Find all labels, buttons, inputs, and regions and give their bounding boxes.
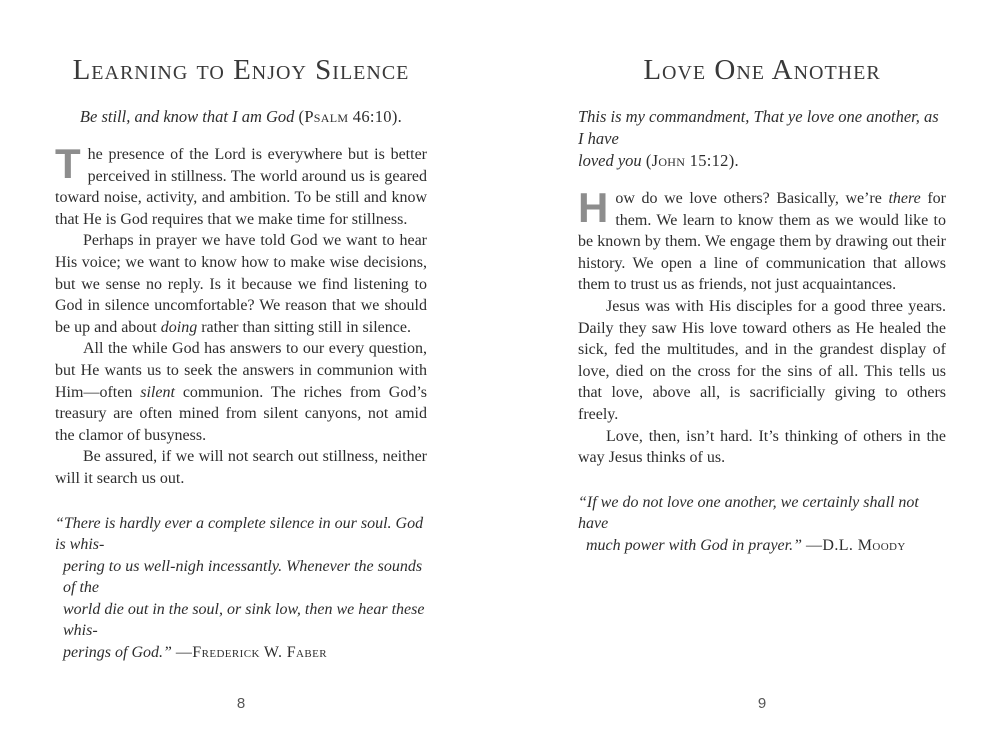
- body-paragraph: Love, then, isn’t hard. It’s thinking of others in the way Jesus thinks of us.: [578, 427, 946, 467]
- emphasized-word: silent: [140, 383, 175, 401]
- quote-line: [578, 535, 946, 557]
- paragraph-text: he presence of the Lord is everywhere but is better perceived in stillness. The world around us is geared toward noise, activity, and ambition. To be still and know that He is God requires that we make time for stillness.: [55, 146, 427, 228]
- scripture-reference: (John 15:12).: [645, 151, 739, 170]
- scripture-reference: (Psalm 46:10).: [298, 107, 403, 126]
- quote-attribution: —D.L. Moody: [806, 536, 906, 554]
- page-title-right: Love One Another: [643, 54, 881, 86]
- right-page: [578, 50, 946, 556]
- closing-quote-left: [55, 513, 427, 664]
- epigraph-line: [578, 150, 946, 172]
- paragraph-text: rather than sitting still in silence.: [197, 318, 411, 336]
- drop-cap: T: [55, 140, 81, 187]
- quote-text: much power with God in prayer.”: [586, 536, 806, 554]
- quote-line: “If we do not love one another, we certainly shall not have: [578, 493, 919, 533]
- epigraph-left: [55, 106, 427, 128]
- quote-text: perings of God.”: [63, 643, 176, 661]
- body-paragraph: [55, 140, 427, 230]
- epigraph-quote: Be still, and know that I am God: [79, 107, 299, 126]
- quote-line: [55, 642, 427, 664]
- body-text-left: [55, 140, 427, 490]
- paragraph-text: All the while God has answers to our every question, but He wants us to seek the answers in communion with Him—often: [55, 340, 427, 401]
- epigraph-line: This is my commandment, That ye love one another, as I have: [578, 107, 939, 148]
- paragraph-text: for them. We learn to know them as we would like to be known by them. We engage them by drawing out their history. We open a line of communication that allows them to trust us as friends, not just acquaintances.: [578, 190, 947, 294]
- page-title-left: Learning to Enjoy Silence: [72, 54, 410, 86]
- quote-line: world die out in the soul, or sink low, then we hear these whis-: [63, 600, 425, 639]
- page-number-left: 8: [236, 695, 246, 712]
- body-text-right: [578, 184, 947, 469]
- paragraph-text: communion. The riches from God’s treasury are often mined from silent canyons, not amid the clamor of busyness.: [55, 383, 427, 444]
- epigraph-quote: loved you: [578, 151, 646, 170]
- body-paragraph: Jesus was with His disciples for a good three years. Daily they saw His love toward others as He healed the sick, fed the multitudes, and in the grandest display of love, died on the cross for the sins of all. This tells us that love, above all, is sacrificially giving to others freely.: [578, 297, 946, 423]
- left-page: [55, 50, 427, 663]
- paragraph-text: Perhaps in prayer we have told God we want to hear His voice; we want to know how to make wise decisions, but we sense no reply. Is it because we find listening to God in silence uncomfortable? We reason that we should be up and about: [55, 232, 427, 336]
- body-paragraph: Be assured, if we will not search out stillness, neither will it search us out.: [55, 448, 427, 487]
- body-paragraph: [578, 184, 947, 296]
- paragraph-text: ow do we love others? Basically, we’re: [615, 190, 889, 207]
- drop-cap: H: [578, 184, 609, 231]
- quote-line: “There is hardly ever a complete silence in our soul. God is whis-: [55, 514, 424, 553]
- quote-line: pering to us well-nigh incessantly. Whenever the sounds of the: [63, 557, 423, 596]
- page-number-right: 9: [757, 695, 767, 712]
- epigraph-right: [578, 106, 946, 172]
- closing-quote-right: [578, 492, 946, 557]
- emphasized-word: there: [888, 190, 921, 207]
- quote-attribution: —Frederick W. Faber: [175, 643, 327, 661]
- body-paragraph: [55, 338, 427, 446]
- emphasized-word: doing: [160, 318, 198, 336]
- body-paragraph: [55, 230, 427, 338]
